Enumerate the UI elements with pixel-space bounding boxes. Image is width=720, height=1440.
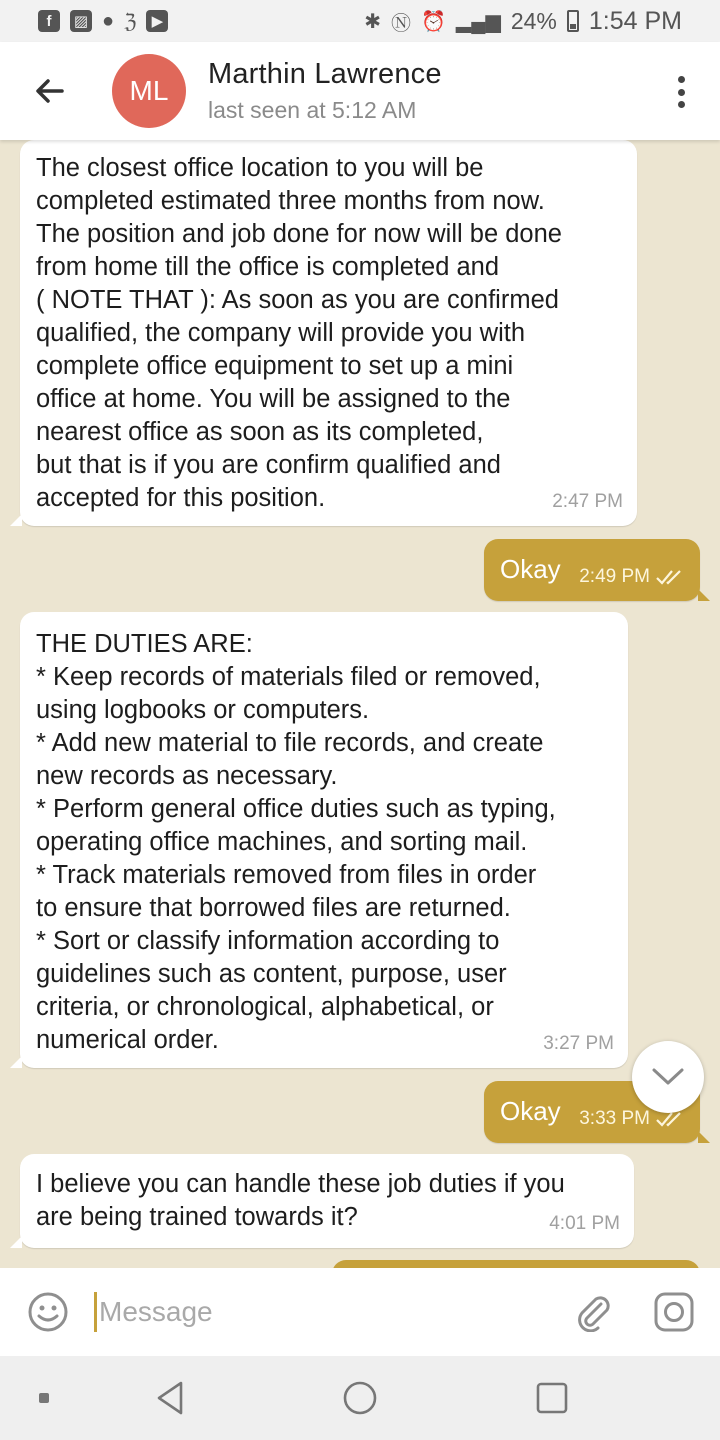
dot — [678, 76, 685, 83]
nfc-icon: Ⓝ — [391, 12, 411, 35]
double-check-icon — [656, 569, 684, 585]
back-arrow-icon — [34, 75, 66, 107]
contact-name: Marthin Lawrence — [208, 58, 442, 90]
chevron-down-icon — [651, 1067, 685, 1087]
message-text: I believe you can handle these job duties if you are being trained towards it? — [36, 1170, 565, 1231]
last-seen-status: last seen at 5:12 AM — [208, 97, 417, 123]
nav-overview-button[interactable] — [532, 1378, 572, 1418]
message-bubble-incoming[interactable] — [20, 612, 628, 1068]
dot — [678, 89, 685, 96]
attachment-icon[interactable] — [574, 1292, 614, 1332]
home-circle-icon — [342, 1380, 378, 1416]
avatar-initials: ML — [129, 75, 169, 106]
text-cursor — [94, 1292, 97, 1332]
message-text: THE DUTIES ARE: * Keep records of materials filed or removed, using logbooks or computers. * Add new material to file records, and create new records as necessary. * Perform general office duties such as typing, operating office machines, and sorting mail. * Track materials removed from files in order to ensure that borrowed files are returned. * Sort or classify information according to guidelines such as content, purpose, user criteria, or chronological, alphabetical, or numerical order. — [36, 630, 556, 1054]
message-text: The closest office location to you will be completed estimated three months from now. The position and job done for now will be done from home till the office is completed and ( NOTE THAT ): As soon as you are confirmed qualified, the company will provide you with complete office equipment to set up a mini office at home. You will be assigned to the nearest office as soon as its completed, but that is if you are confirm qualified and accepted for this position. — [36, 154, 562, 512]
overview-square-icon — [535, 1381, 569, 1415]
system-icons — [364, 7, 682, 36]
message-bubble-outgoing[interactable] — [484, 539, 700, 601]
more-options-button[interactable] — [666, 72, 696, 112]
message-time: 2:47 PM — [552, 491, 623, 512]
emoji-icon[interactable] — [26, 1290, 70, 1334]
message-bubble-outgoing-partial[interactable] — [332, 1260, 700, 1268]
camera-icon[interactable] — [652, 1290, 696, 1334]
message-text: Okay — [500, 1096, 561, 1126]
status-bar — [0, 0, 720, 42]
message-input[interactable] — [99, 1296, 539, 1328]
messenger-icon: ● — [102, 9, 115, 32]
bluetooth-icon: ✱ — [364, 10, 381, 33]
back-button[interactable] — [20, 61, 80, 121]
message-bubble-incoming[interactable] — [20, 140, 637, 526]
system-navigation-bar — [0, 1356, 720, 1440]
avatar[interactable] — [112, 54, 186, 128]
message-meta — [579, 560, 684, 593]
message-time: 2:49 PM — [579, 566, 650, 587]
square-dot-icon — [38, 1392, 50, 1404]
recents-dot[interactable] — [38, 1392, 50, 1404]
battery-icon — [567, 10, 579, 32]
triangle-back-icon — [154, 1380, 186, 1416]
message-list[interactable] — [0, 140, 720, 1268]
dot — [678, 101, 685, 108]
message-time: 3:33 PM — [579, 1108, 650, 1129]
facebook-icon: f — [38, 10, 60, 32]
contact-info[interactable] — [208, 58, 442, 124]
youtube-icon: ▶ — [146, 10, 168, 32]
message-composer — [0, 1268, 720, 1356]
signal-icon: ▂▄▆ — [455, 10, 501, 33]
gallery-icon: ▨ — [70, 10, 92, 32]
nav-home-button[interactable] — [340, 1378, 380, 1418]
message-time: 3:27 PM — [543, 1033, 614, 1054]
battery-percent: 24% — [510, 7, 557, 34]
scroll-to-bottom-button[interactable] — [632, 1041, 704, 1113]
message-bubble-incoming[interactable] — [20, 1154, 634, 1248]
notification-icons — [38, 9, 168, 34]
alarm-icon: ⏰ — [421, 10, 446, 33]
clock: 1:54 PM — [588, 6, 682, 35]
message-text: Okay — [500, 554, 561, 584]
chat-header — [0, 42, 720, 140]
message-time: 4:01 PM — [549, 1213, 620, 1234]
nav-back-button[interactable] — [150, 1378, 190, 1418]
app-icon: ℨ — [124, 10, 137, 33]
